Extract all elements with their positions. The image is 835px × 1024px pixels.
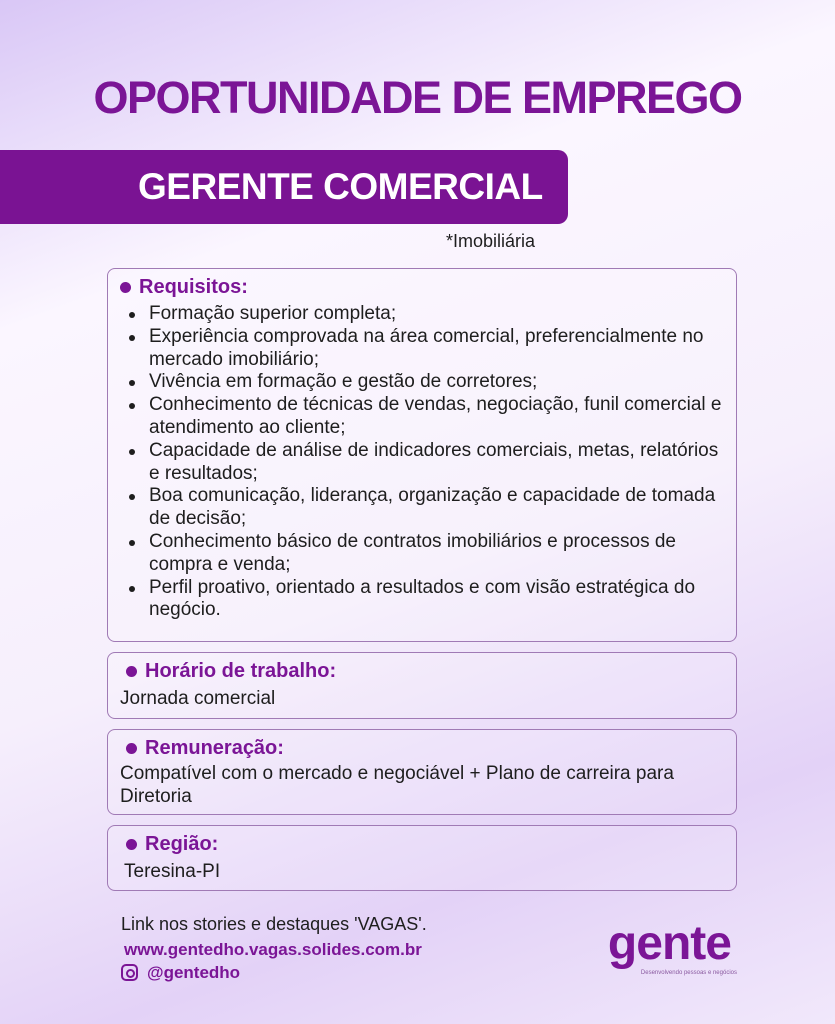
- instagram-icon: [121, 964, 138, 981]
- bullet-icon: [126, 666, 137, 677]
- job-title: GERENTE COMERCIAL: [138, 166, 543, 207]
- regiao-box: [107, 825, 737, 891]
- list-item: Formação superior completa;: [126, 303, 724, 326]
- content-stack: [107, 268, 737, 983]
- gente-logo: [608, 919, 737, 977]
- list-item: Capacidade de análise de indicadores comerciais, metas, relatórios e resultados;: [126, 440, 724, 486]
- section-text: Teresina-PI: [124, 861, 221, 882]
- job-title-banner: [0, 150, 568, 224]
- footer-row: [107, 913, 737, 983]
- website-link[interactable]: www.gentedho.vagas.solides.com.br: [124, 940, 422, 959]
- bullet-icon: [120, 282, 131, 293]
- footer-note: Link nos stories e destaques 'VAGAS'.: [121, 914, 427, 934]
- horario-box: [107, 652, 737, 719]
- footer: [121, 913, 427, 983]
- section-heading: Remuneração:: [145, 737, 284, 759]
- section-text: Compatível com o mercado e negociável + Plano de carreira para Diretoria: [120, 763, 674, 807]
- bullet-icon: [126, 839, 137, 850]
- requisitos-list: [126, 303, 724, 622]
- section-heading: Região:: [145, 833, 219, 855]
- requisitos-box: [107, 268, 737, 642]
- sector-label: *Imobiliária: [446, 231, 536, 251]
- list-item: Perfil proativo, orientado a resultados e com visão estratégica do negócio.: [126, 577, 724, 623]
- instagram-handle[interactable]: @gentedho: [147, 963, 241, 982]
- logo-tagline: Desenvolvendo pessoas e negócios: [640, 970, 737, 976]
- section-heading: Requisitos:: [139, 276, 248, 298]
- section-heading: Horário de trabalho:: [145, 660, 337, 682]
- bullet-icon: [126, 743, 137, 754]
- list-item: Boa comunicação, liderança, organização e capacidade de tomada de decisão;: [126, 485, 724, 531]
- logo-wordmark: gente: [607, 917, 731, 970]
- list-item: Conhecimento básico de contratos imobiliários e processos de compra e venda;: [126, 531, 724, 577]
- remuneracao-box: [107, 729, 737, 815]
- list-item: Experiência comprovada na área comercial, preferencialmente no mercado imobiliário;: [126, 326, 724, 372]
- page-title: OPORTUNIDADE DE EMPREGO: [93, 72, 742, 123]
- section-text: Jornada comercial: [120, 688, 276, 709]
- list-item: Conhecimento de técnicas de vendas, negociação, funil comercial e atendimento ao cliente;: [126, 394, 724, 440]
- list-item: Vivência em formação e gestão de corretores;: [126, 371, 724, 394]
